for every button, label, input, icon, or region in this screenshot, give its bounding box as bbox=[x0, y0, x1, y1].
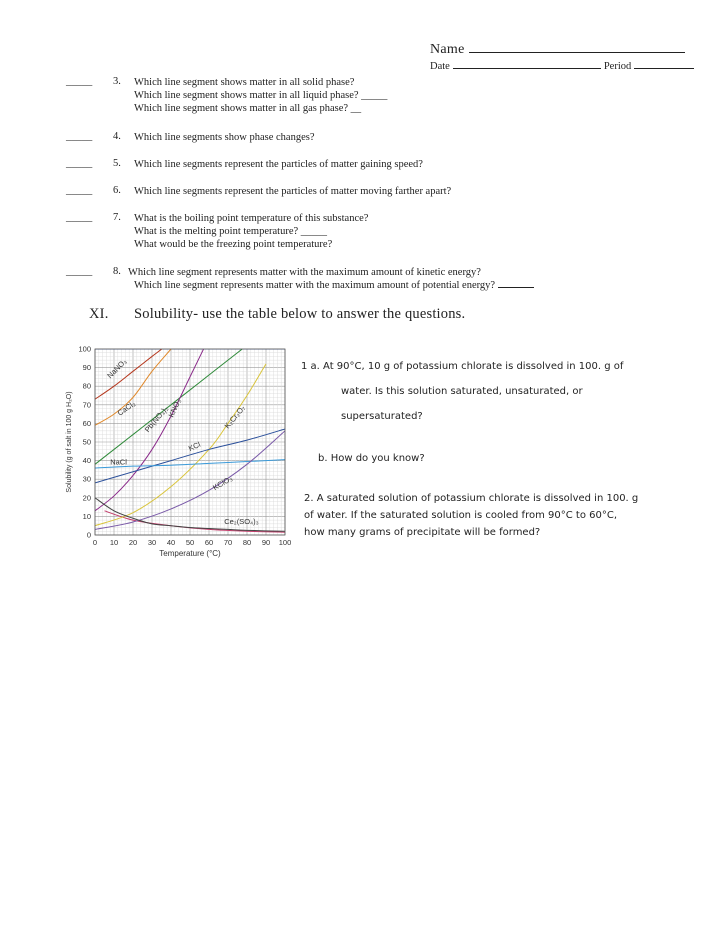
x-tick-label: 70 bbox=[223, 538, 233, 547]
series-label-2: Pb(NO₃)₂ bbox=[142, 404, 170, 434]
x-tick-label: 0 bbox=[92, 538, 98, 547]
y-tick-label: 20 bbox=[82, 493, 91, 503]
question-number-7: 7. bbox=[113, 212, 121, 223]
section-heading bbox=[89, 306, 466, 323]
question-7-line-2: What is the melting point temperature? _____ bbox=[134, 226, 328, 237]
x-tick-label: 90 bbox=[261, 538, 271, 547]
question-2-line-1: 2. A saturated solution of potassium chlorate is dissolved in 100. g bbox=[304, 493, 639, 504]
question-3-line-1: Which line segment shows matter in all solid phase? bbox=[134, 77, 355, 88]
question-5: Which line segments represent the particles of matter gaining speed? bbox=[134, 159, 423, 170]
answer-blank-4[interactable]: _____ bbox=[66, 131, 93, 142]
x-tick-label: 50 bbox=[185, 538, 195, 547]
question-3-line-3: Which line segment shows matter in all gas phase? __ bbox=[134, 103, 362, 114]
series-label-1: CaCl₂ bbox=[115, 398, 137, 418]
answer-blank-7[interactable]: _____ bbox=[66, 212, 93, 223]
y-tick-label: 70 bbox=[82, 400, 91, 410]
question-number-6: 6. bbox=[113, 185, 121, 196]
section-title: Solubility- use the table below to answer the questions. bbox=[134, 306, 466, 322]
series-label-4: K₂Cr₂O₇ bbox=[222, 403, 247, 431]
question-1a-line-2: water. Is this solution saturated, unsaturated, or bbox=[341, 386, 583, 397]
series-label-3: KNO₃ bbox=[166, 397, 183, 419]
question-7 bbox=[134, 212, 368, 251]
question-1a-line-3: supersaturated? bbox=[341, 411, 423, 422]
question-1a-line-1: 1 a. At 90°C, 10 g of potassium chlorate is dissolved in 100. g of bbox=[301, 361, 624, 372]
date-period-field[interactable] bbox=[430, 61, 694, 72]
solubility-chart bbox=[62, 340, 298, 566]
y-tick-label: 40 bbox=[82, 456, 91, 466]
x-tick-label: 80 bbox=[242, 538, 252, 547]
answer-blank-3[interactable]: _____ bbox=[66, 76, 93, 87]
y-tick-label: 100 bbox=[78, 344, 91, 354]
question-2-line-3: how many grams of precipitate will be formed? bbox=[304, 527, 541, 538]
x-tick-label: 100 bbox=[278, 538, 292, 547]
question-6: Which line segments represent the particles of matter moving farther apart? bbox=[134, 186, 452, 197]
y-tick-label: 50 bbox=[82, 437, 91, 447]
question-7-line-1: What is the boiling point temperature of this substance? bbox=[134, 213, 369, 224]
question-number-3: 3. bbox=[113, 76, 121, 87]
question-8-line-2-wrap bbox=[128, 279, 534, 292]
x-tick-label: 30 bbox=[147, 538, 157, 547]
date-underline[interactable] bbox=[453, 67, 601, 69]
question-4: Which line segments show phase changes? bbox=[134, 132, 315, 143]
question-8-line-1: Which line segment represents matter with the maximum amount of kinetic energy? bbox=[128, 267, 481, 278]
question-number-8: 8. bbox=[113, 266, 121, 277]
name-field[interactable] bbox=[430, 42, 685, 58]
answer-blank-6[interactable]: _____ bbox=[66, 185, 93, 196]
answer-blank-8[interactable]: _____ bbox=[66, 266, 93, 277]
series-label-0: NaNO₃ bbox=[105, 356, 129, 381]
y-axis-label: Solubility (g of salt in 100 g H₂O) bbox=[66, 391, 73, 493]
y-tick-label: 80 bbox=[82, 381, 91, 391]
x-axis-label: Temperature (°C) bbox=[159, 549, 221, 558]
question-8 bbox=[128, 266, 534, 292]
question-2-line-2: of water. If the saturated solution is cooled from 90°C to 60°C, bbox=[304, 510, 617, 521]
x-tick-label: 20 bbox=[128, 538, 138, 547]
name-label: Name bbox=[430, 42, 465, 57]
section-number: XI. bbox=[89, 306, 109, 322]
series-label-6: NaCl bbox=[110, 457, 127, 467]
y-tick-label: 0 bbox=[86, 530, 91, 540]
question-3 bbox=[134, 76, 387, 115]
name-underline[interactable] bbox=[469, 51, 685, 53]
answer-blank-8b[interactable] bbox=[498, 286, 534, 288]
y-tick-label: 60 bbox=[82, 418, 91, 428]
date-label: Date bbox=[430, 61, 450, 72]
x-tick-label: 40 bbox=[166, 538, 176, 547]
y-tick-label: 30 bbox=[82, 474, 91, 484]
question-3-line-2: Which line segment shows matter in all liquid phase? _____ bbox=[134, 90, 388, 101]
question-7-line-3: What would be the freezing point temperature? bbox=[134, 239, 333, 250]
question-1b: b. How do you know? bbox=[318, 453, 425, 464]
answer-blank-5[interactable]: _____ bbox=[66, 158, 93, 169]
period-underline[interactable] bbox=[634, 67, 694, 69]
series-label-5: KCl bbox=[187, 439, 202, 454]
question-8-line-2: Which line segment represents matter with the maximum amount of potential energy? bbox=[134, 280, 496, 291]
x-tick-label: 60 bbox=[204, 538, 214, 547]
y-tick-label: 90 bbox=[82, 363, 91, 373]
series-label-8: Ce₂(SO₄)₃ bbox=[224, 516, 259, 526]
y-tick-label: 10 bbox=[82, 511, 91, 521]
series-label-7: KClO₃ bbox=[211, 473, 234, 493]
period-label: Period bbox=[603, 61, 632, 72]
question-number-4: 4. bbox=[113, 131, 121, 142]
question-number-5: 5. bbox=[113, 158, 121, 169]
x-tick-label: 10 bbox=[109, 538, 119, 547]
